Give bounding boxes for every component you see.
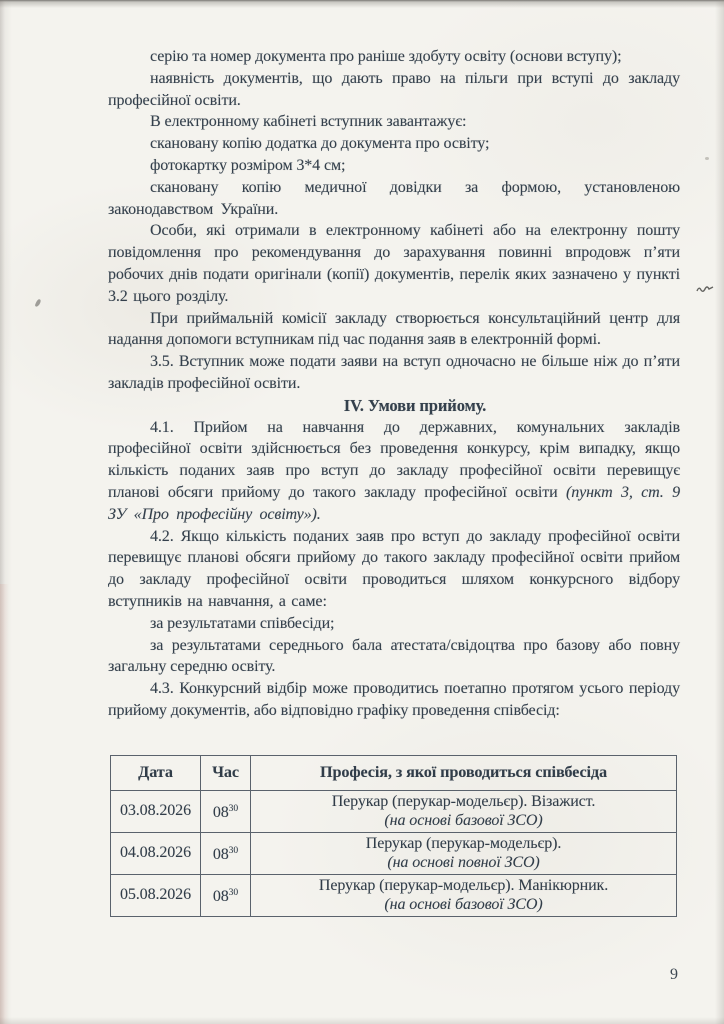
- paragraph-4-1-admission-without-contest: [108, 417, 680, 526]
- time-minutes-superscript: 30: [228, 887, 239, 898]
- section-heading-admission-conditions: IV. Умови прийому.: [343, 395, 487, 415]
- ink-speck-artifact: [35, 299, 42, 308]
- scan-shadow-left-edge: [0, 0, 12, 1024]
- paragraph-medical-certificate: скановану копію медичної довідки за формою, установленою законодавством України.: [108, 178, 680, 218]
- paragraph-3-5-applications-limit: 3.5. Вступник може подати заяви на вступ одночасно не більше ніж до п’яти закладів професійної освіти.: [108, 353, 680, 392]
- scan-shadow-top-edge: [0, 0, 724, 8]
- time-minutes-superscript: 30: [228, 845, 239, 856]
- paragraph-e-cabinet-uploads: В електронному кабінеті вступник завантажує:: [150, 113, 467, 131]
- time-minutes-superscript: 30: [228, 803, 239, 814]
- time-hours: 08: [212, 887, 229, 905]
- column-header-date: Дата: [111, 755, 201, 790]
- paragraph-gpa-results: за результатами середнього бала атестата/свідоцтва про базову або повну загальну середню освіту.: [108, 636, 680, 676]
- scan-shadow-bottom-edge: [0, 1017, 724, 1024]
- document-text-block: [108, 46, 680, 917]
- time-hours: 08: [212, 845, 229, 863]
- scan-shadow-right-edge: [715, 0, 724, 1024]
- paragraph-serial-number: серію та номер документа про раніше здобуту освіту (основи вступу);: [150, 48, 622, 65]
- paragraph-consultation-center: При приймальній комісії закладу створюється консультаційний центр для надання допомоги вступникам під час подання заяв в електронній формі.: [108, 309, 680, 349]
- time-hours: 08: [212, 803, 229, 821]
- profession-cell: [251, 832, 677, 874]
- paragraph-recommended-persons: Особи, які отримали в електронному кабінеті або на електронну пошту повідомлення про рекомендування до зарахування повинні впродовж п’яти робочих днів подати оригінали (копії) документів, перелік яких зазначено у пункті 3.2 цього розділу.: [108, 222, 680, 305]
- paragraph-diploma-supplement-copy: скановану копію додатка до документа про освіту;: [150, 135, 490, 153]
- time-cell: [201, 874, 251, 916]
- column-header-time: Час: [201, 755, 251, 790]
- paragraph-4-1-law-reference: (пункт 3, ст. 9 ЗУ «Про професійну освіту»).: [108, 483, 680, 523]
- column-header-profession: Професія, з якої проводиться співбесіда: [251, 755, 677, 790]
- pen-squiggle-artifact: [696, 281, 714, 299]
- time-cell: [201, 790, 251, 832]
- table-row: [111, 790, 677, 832]
- faint-dot-artifact: [705, 157, 709, 160]
- paragraph-interview-results: за результатами співбесіди;: [150, 614, 335, 632]
- education-basis: (на основі базової ЗСО): [384, 896, 543, 914]
- interview-schedule-table: [110, 755, 677, 917]
- profession-name: Перукар (перукар-модельєр). Візажист.: [331, 792, 596, 810]
- table-header-row: [111, 755, 677, 790]
- profession-name: Перукар (перукар-модельєр). Манікюрник.: [318, 876, 609, 894]
- date-cell: 03.08.2026: [111, 790, 201, 832]
- education-basis: (на основі повної ЗСО): [387, 854, 540, 872]
- paragraph-4-1-main-text: 4.1. Прийом на навчання до державних, комунальних закладів професійної освіти здійснюється без проведення конкурсу, крім випадку, якщо кількість поданих заяв про вступ до закладу професійної освіти перевищує планові обсяги прийому до такого закладу професійної освіти: [108, 418, 680, 501]
- time-cell: [201, 832, 251, 874]
- profession-cell: [251, 874, 677, 916]
- paragraph-4-2-competitive-selection: 4.2. Якщо кількість поданих заяв про вступ до закладу професійної освіти перевищує планові обсяги прийому до такого закладу професійної освіти прийом до закладу професійної освіти проводиться шляхом конкурсного відбору вступників на навчання, а саме:: [108, 527, 680, 610]
- paragraph-photo-size: фотокартку розміром 3*4 см;: [150, 156, 346, 174]
- paragraph-4-3-selection-stages: 4.3. Конкурсний відбір може проводитись поетапно протягом усього періоду прийому документів, або відповідно графіку проведення співбесід:: [108, 680, 680, 719]
- date-cell: 05.08.2026: [111, 874, 201, 916]
- scan-tint-left-bottom: [0, 584, 9, 1024]
- page-number: 9: [670, 966, 678, 983]
- date-cell: 04.08.2026: [111, 832, 201, 874]
- profession-name: Перукар (перукар-модельєр).: [365, 834, 562, 852]
- education-basis: (на основі базової ЗСО): [384, 812, 543, 830]
- paragraph-privilege-documents: наявність документів, що дають право на пільги при вступі до закладу професійної освіти.: [108, 69, 680, 109]
- table-row: [111, 832, 677, 874]
- profession-cell: [251, 790, 677, 832]
- table-row: [111, 874, 677, 916]
